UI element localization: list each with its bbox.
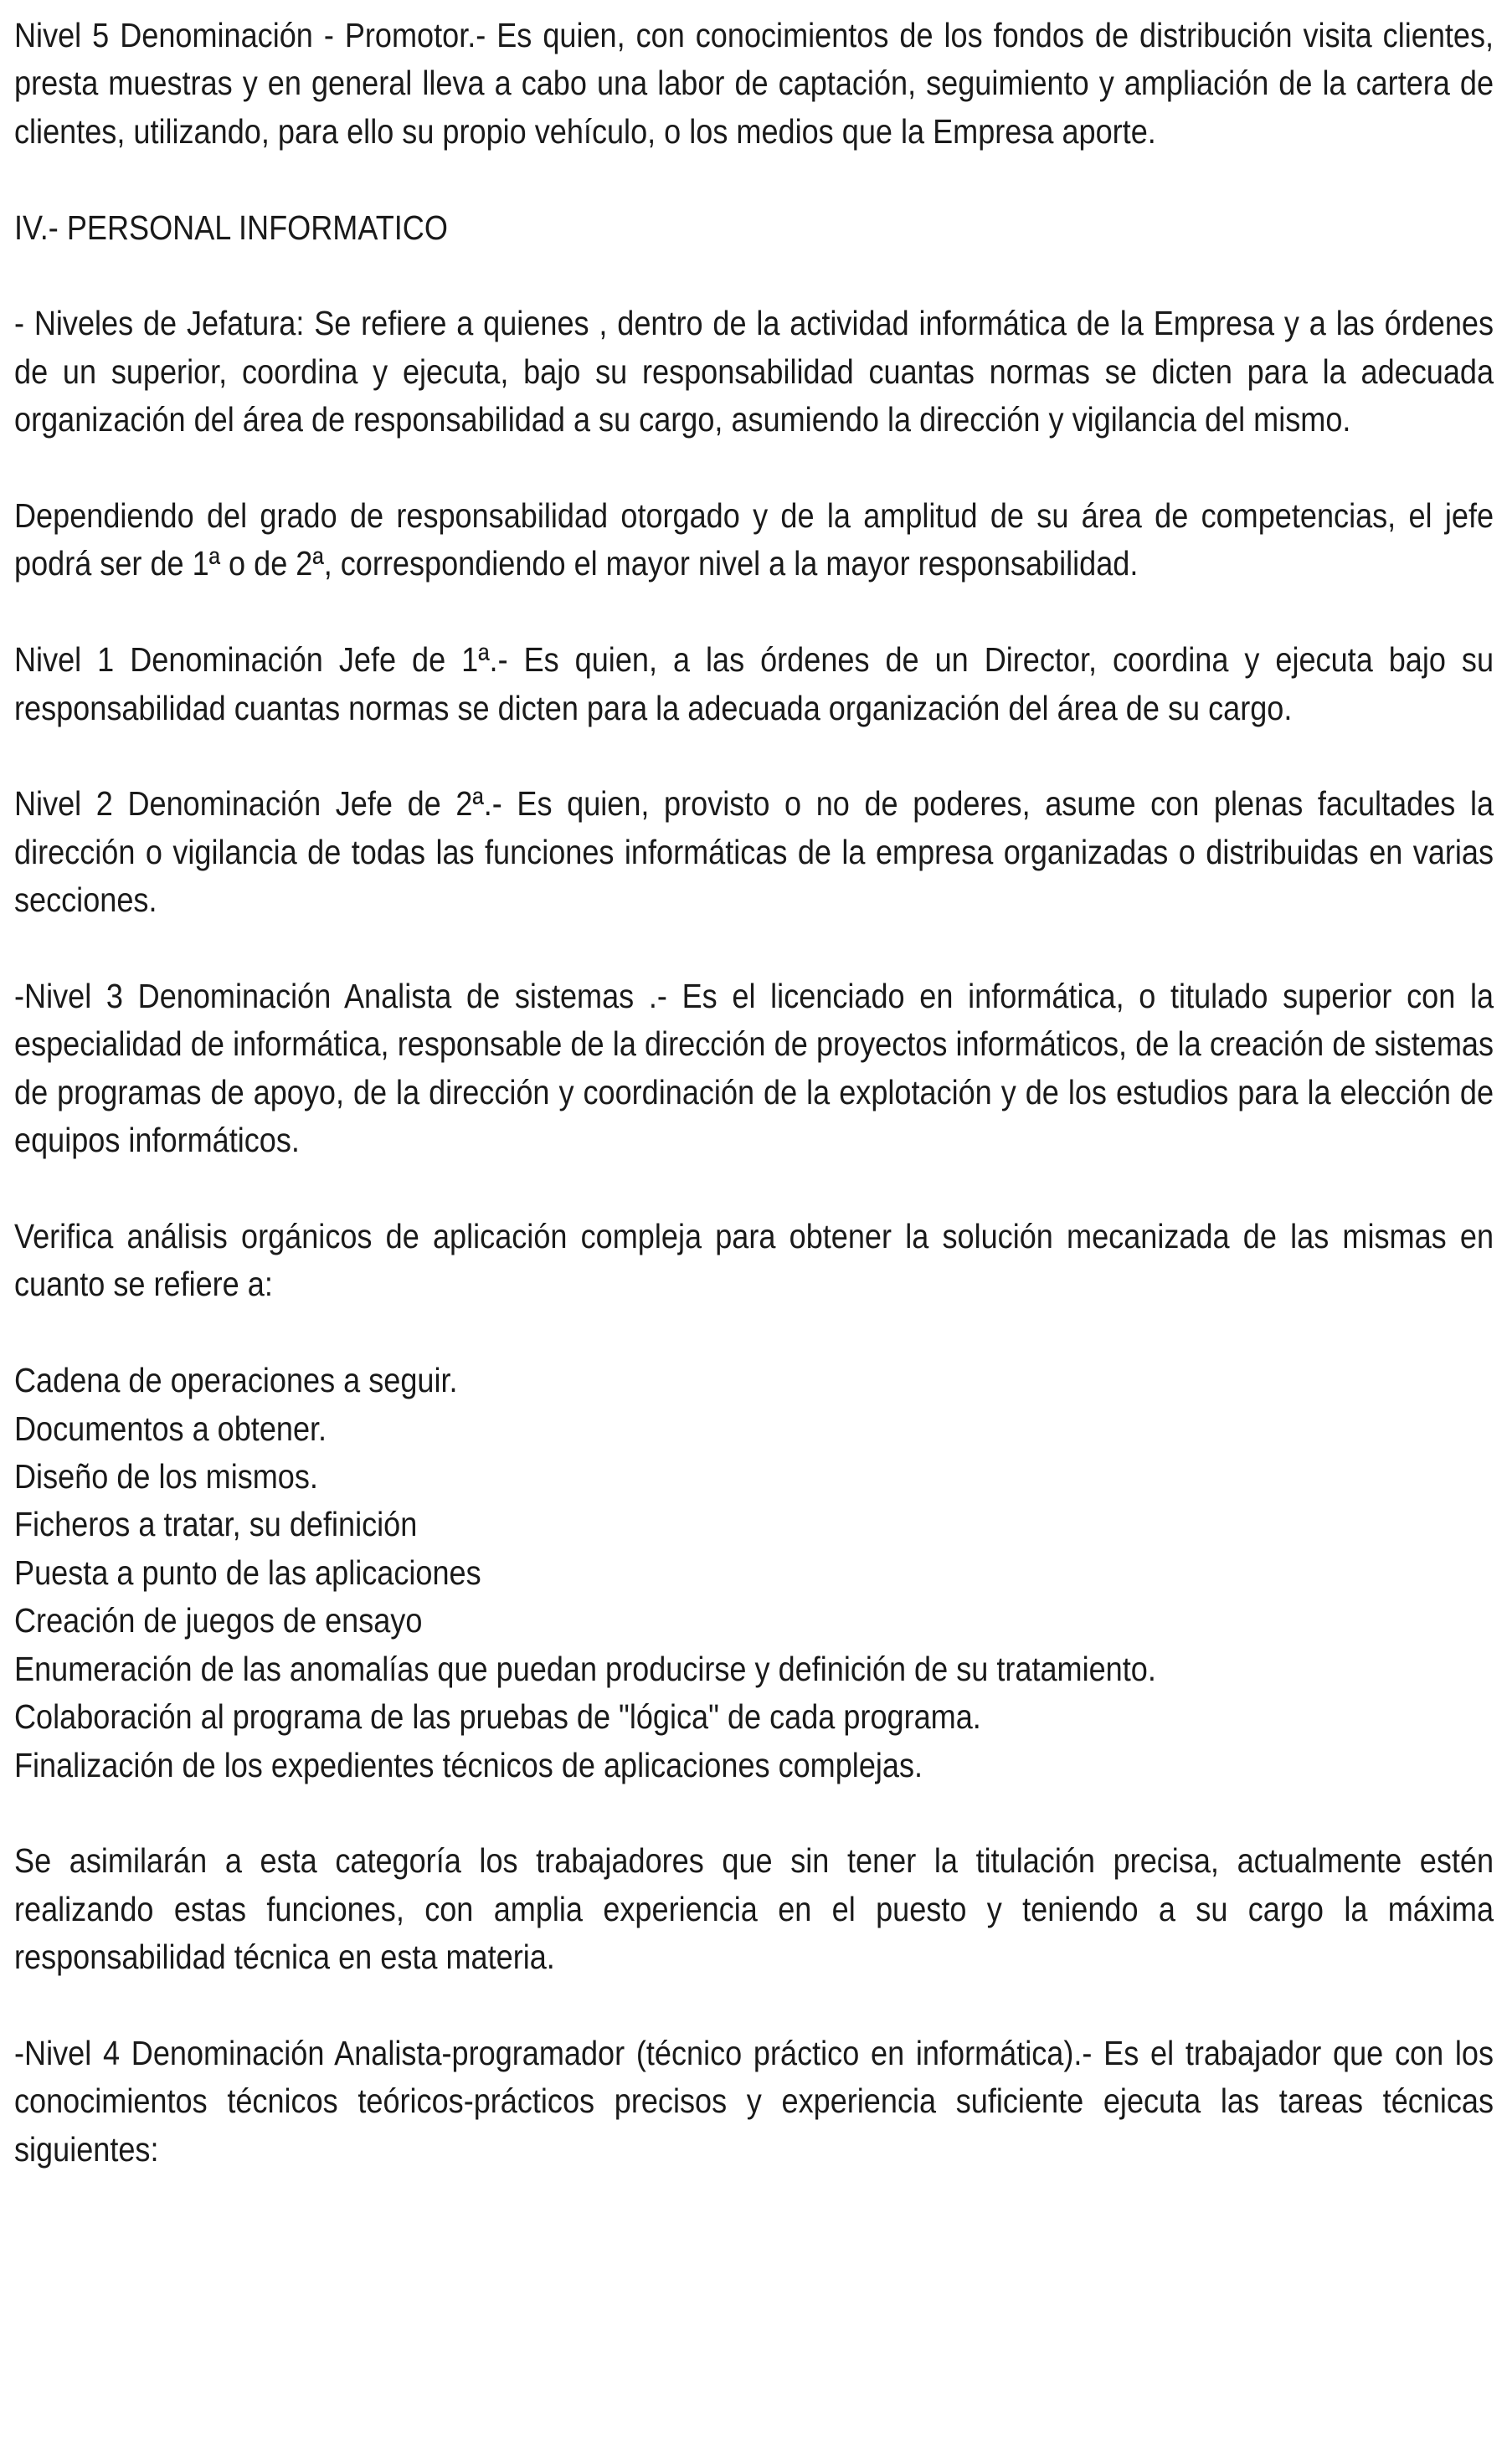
- paragraph-verifica-analisis: Verifica análisis orgánicos de aplicación compleja para obtener la solución mecanizada de las mismas en cuanto se refiere a:: [14, 1217, 1494, 1304]
- paragraph-asimilaran: Se asimilarán a esta categoría los trabajadores que sin tener la titulación precisa, actualmente estén realizando estas funciones, con amplia experiencia en el puesto y teniendo a su cargo la máxima responsabilidad técnica en esta materia.: [14, 1841, 1494, 1977]
- list-item: Enumeración de las anomalías que puedan producirse y definición de su tratamiento.: [14, 1649, 1156, 1688]
- list-item: Creación de juegos de ensayo: [14, 1601, 423, 1640]
- list-item: Diseño de los mismos.: [14, 1457, 318, 1496]
- list-item: Finalización de los expedientes técnicos de aplicaciones complejas.: [14, 1745, 923, 1784]
- task-list: [14, 1357, 1494, 1789]
- paragraph-niveles-jefatura: - Niveles de Jefatura: Se refiere a quienes , dentro de la actividad informática de la Empresa y a las órdenes de un superior, coordina y ejecuta, bajo su responsabilidad cuantas normas se dicten para la adecuada organización del área de responsabilidad a su cargo, asumiendo la dirección y vigilancia del mismo.: [14, 304, 1494, 439]
- section-heading-personal-informatico: IV.- PERSONAL INFORMATICO: [14, 208, 448, 247]
- paragraph-nivel-5-promotor: Nivel 5 Denominación - Promotor.- Es quien, con conocimientos de los fondos de distribución visita clientes, presta muestras y en general lleva a cabo una labor de captación, seguimiento y ampliación de la cartera de clientes, utilizando, para ello su propio vehículo, o los medios que la Empresa aporte.: [14, 16, 1494, 151]
- paragraph-nivel-4-analista-programador: -Nivel 4 Denominación Analista-programador (técnico práctico en informática).- Es el trabajador que con los conocimientos técnicos teóricos-prácticos precisos y experiencia suficiente ejecuta las tareas técnicas siguientes:: [14, 2033, 1494, 2169]
- list-item: Documentos a obtener.: [14, 1409, 327, 1448]
- list-item: Ficheros a tratar, su definición: [14, 1505, 418, 1544]
- list-item: Cadena de operaciones a seguir.: [14, 1361, 458, 1400]
- list-item: Colaboración al programa de las pruebas de "lógica" de cada programa.: [14, 1697, 981, 1737]
- list-item: Puesta a punto de las aplicaciones: [14, 1553, 481, 1592]
- paragraph-nivel-2-jefe: Nivel 2 Denominación Jefe de 2ª.- Es quien, provisto o no de poderes, asume con plenas facultades la dirección o vigilancia de todas las funciones informáticas de la empresa organizadas o distribuidas en varias secciones.: [14, 784, 1494, 920]
- paragraph-nivel-1-jefe: Nivel 1 Denominación Jefe de 1ª.- Es quien, a las órdenes de un Director, coordina y ejecuta bajo su responsabilidad cuantas normas se dicten para la adecuada organización del área de su cargo.: [14, 640, 1494, 727]
- paragraph-grado-responsabilidad: Dependiendo del grado de responsabilidad otorgado y de la amplitud de su área de competencias, el jefe podrá ser de 1ª o de 2ª, correspondiendo el mayor nivel a la mayor responsabilidad.: [14, 496, 1494, 583]
- paragraph-nivel-3-analista: -Nivel 3 Denominación Analista de sistemas .- Es el licenciado en informática, o titulado superior con la especialidad de informática, responsable de la dirección de proyectos informáticos, de la creación de sistemas de programas de apoyo, de la dirección y coordinación de la explotación y de los estudios para la elección de equipos informáticos.: [14, 977, 1494, 1160]
- document-body: [14, 12, 1494, 2222]
